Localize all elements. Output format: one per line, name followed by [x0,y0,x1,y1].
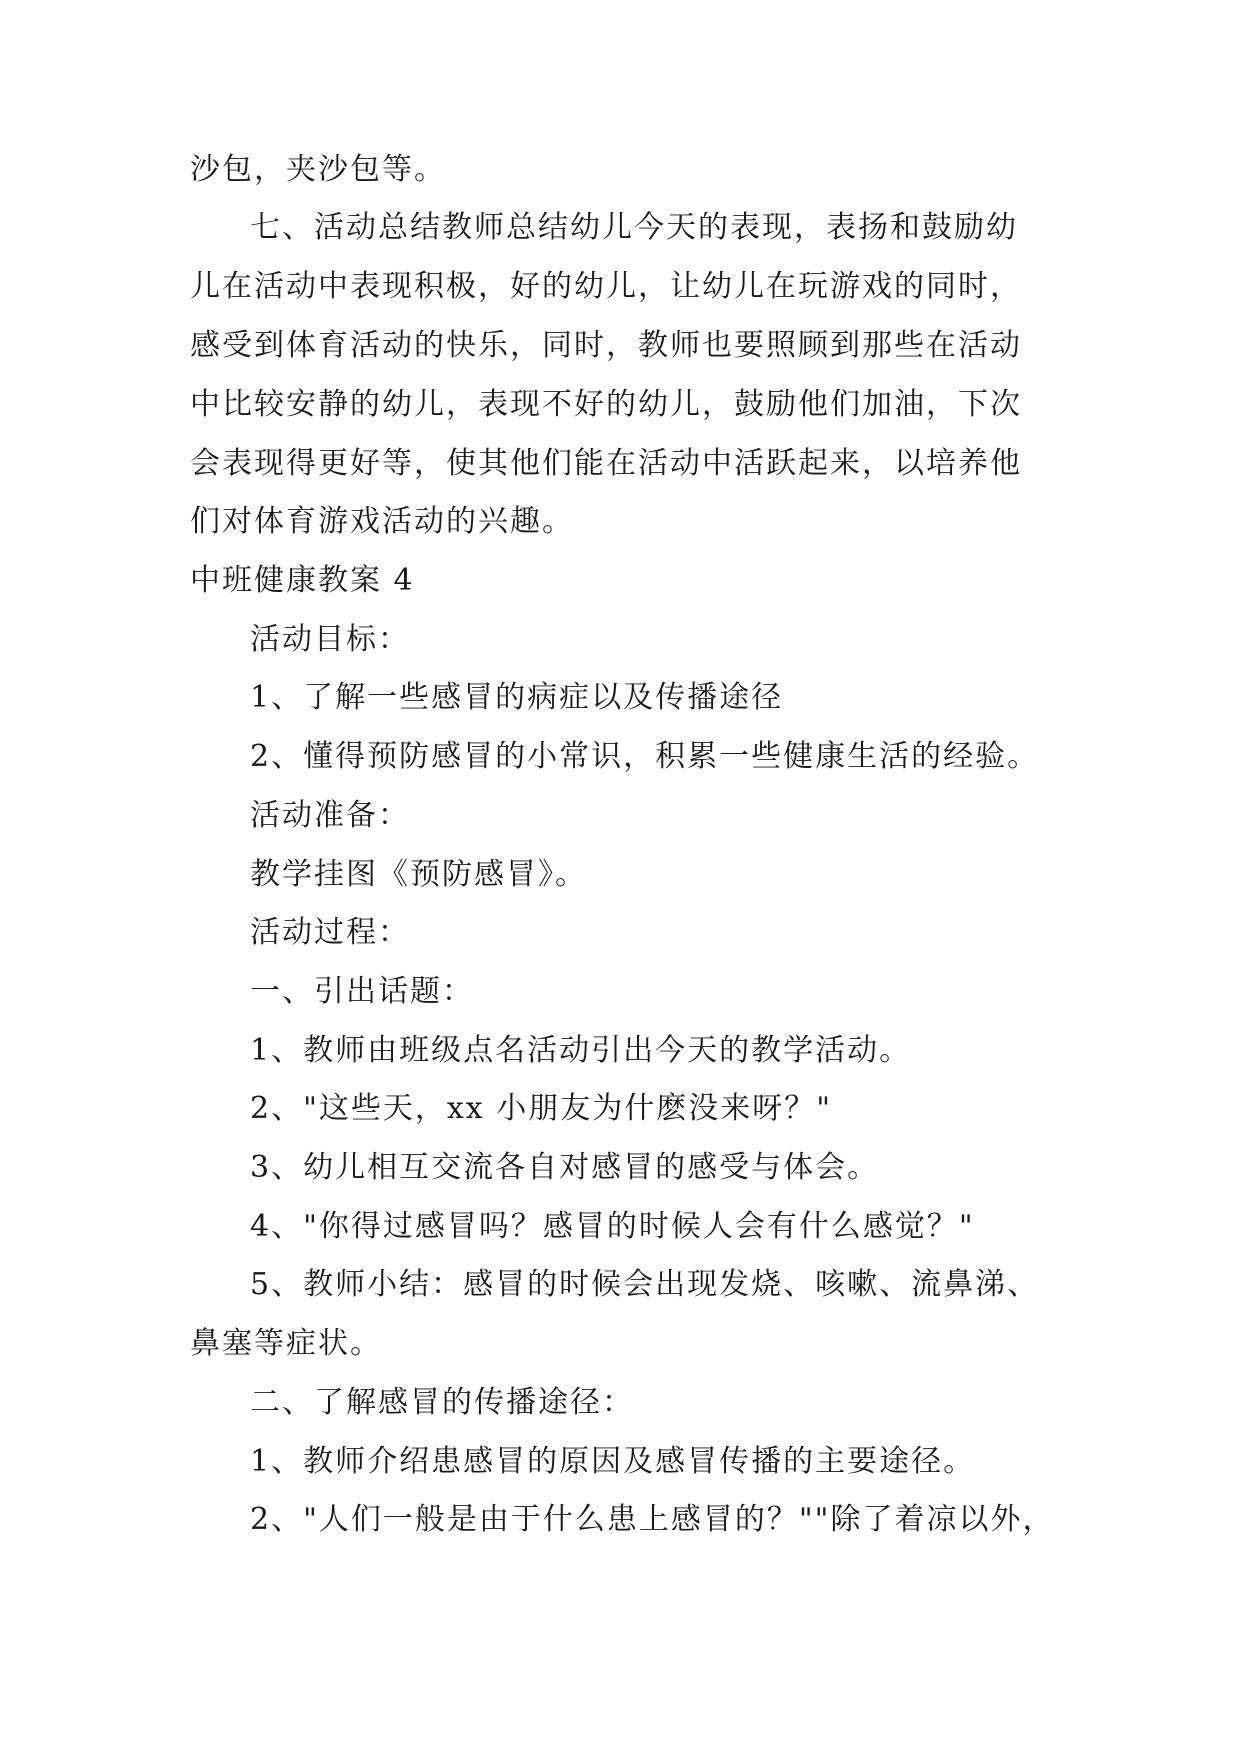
text-line: 沙包，夹沙包等。 [190,152,446,187]
text-line: 活动过程： [250,915,410,950]
text-line: 一、引出话题： [250,974,474,1009]
text-line: 们对体育游戏活动的兴趣。 [190,504,574,539]
text-line: 3、幼儿相互交流各自对感冒的感受与体会。 [250,1150,880,1185]
text-line: 感受到体育活动的快乐，同时，教师也要照顾到那些在活动 [190,328,1022,363]
text-line: 教学挂图《预防感冒》。 [250,857,587,892]
text-line: 1、教师由班级点名活动引出今天的教学活动。 [250,1033,912,1068]
text-line: 会表现得更好等，使其他们能在活动中活跃起来，以培养他 [190,446,1022,481]
text-line: 2、懂得预防感冒的小常识，积累一些健康生活的经验。 [250,739,1040,774]
text-line: 鼻塞等症状。 [190,1326,382,1361]
text-line: 中比较安静的幼儿，表现不好的幼儿，鼓励他们加油，下次 [190,387,1022,422]
text-line: 二、了解感冒的传播途径： [250,1385,634,1420]
text-line: 2、"人们一般是由于什么患上感冒的？""除了着凉以外， [250,1502,1055,1537]
text-line: 儿在活动中表现积极，好的幼儿，让幼儿在玩游戏的同时， [190,269,1022,304]
text-line: 活动准备： [250,798,410,833]
text-line: 2、"这些天，xx 小朋友为什麽没来呀？" [250,1091,833,1126]
text-line: 活动目标： [250,622,410,657]
text-line: 1、了解一些感冒的病症以及传播途径 [250,680,784,715]
text-line: 4、"你得过感冒吗？感冒的时候人会有什么感觉？" [250,1209,975,1244]
section-heading: 中班健康教案 4 [190,563,415,598]
text-line: 5、教师小结：感冒的时候会出现发烧、咳嗽、流鼻涕、 [250,1267,1040,1302]
text-line: 七、活动总结教师总结幼儿今天的表现，表扬和鼓励幼 [250,210,1018,245]
text-line: 1、教师介绍患感冒的原因及感冒传播的主要途径。 [250,1444,976,1479]
